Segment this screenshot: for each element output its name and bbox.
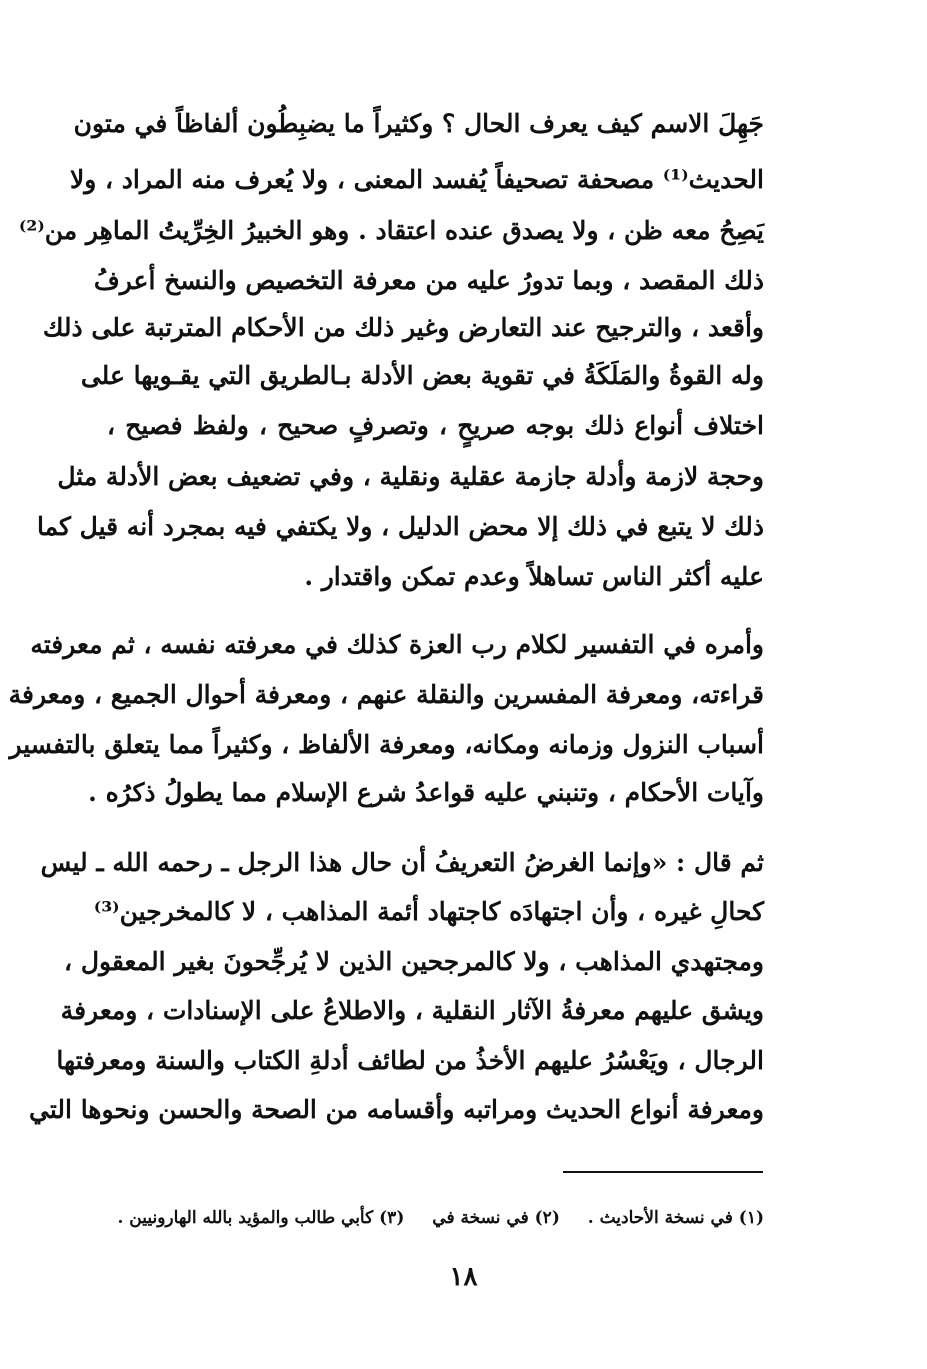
text-line: الرجال ، ويَعْسُرُ عليهم الأخذُ من لطائف أدلةِ الكتاب والسنة ومعرفتها [56, 1046, 764, 1075]
footnotes [107, 1203, 764, 1233]
text-line: وأقعد ، والترجيح عند التعارض وغير ذلك من الأحكام المترتبة على ذلك [42, 313, 764, 342]
text-line: اختلاف أنواع ذلك بوجه صريحٍ ، وتصرفٍ صحيح ، ولفظ فصيح ، [107, 411, 764, 440]
text-line: أسباب النزول وزمانه ومكانه، ومعرفة الألفاظ ، وكثيراً مما يتعلق بالتفسير [9, 730, 764, 759]
text-line: كحالِ غيره ، وأن اجتهادَه كاجتهاد أئمة المذاهب ، لا كالمخرجين⁽³⁾ [93, 897, 764, 926]
text-line: وأمره في التفسير لكلام رب العزة كذلك في معرفته نفسه ، ثم معرفته [30, 630, 764, 659]
footnote-separator [563, 1171, 763, 1173]
footnote-2: (٢) في نسخة في [432, 1208, 560, 1228]
text-line: وآيات الأحكام ، وتنبني عليه قواعدُ شرع الإسلام مما يطولُ ذكرُه . [88, 778, 764, 807]
text-line: وله القوةُ والمَلَكَةُ في تقوية بعض الأدلة بـالطريق التي يقـويها على [80, 361, 764, 390]
text-line: ومجتهدي المذاهب ، ولا كالمرجحين الذين لا يُرجِّحونَ بغير المعقول ، [64, 947, 764, 976]
text-line: ثم قال : «وإنما الغرضُ التعريفُ أن حال هذا الرجل ـ رحمه الله ـ ليس [40, 848, 764, 877]
text-line: ذلك لا يتبع في ذلك إلا محض الدليل ، ولا يكتفي فيه بمجرد أنه قيل كما [36, 512, 764, 541]
text-line: ويشق عليهم معرفةُ الآثار النقلية ، والاطلاعُ على الإسنادات ، ومعرفة [60, 996, 764, 1025]
text-line: يَصِحُ معه ظن ، ولا يصدق عنده اعتقاد . وهو الخبيرُ الخِرِّيتُ الماهِر من⁽²⁾ [18, 216, 764, 245]
page-number: ١٨ [449, 1262, 478, 1292]
text-line: جَهِلَ الاسم كيف يعرف الحال ؟ وكثيراً ما يضبِطُون ألفاظاً في متون [73, 109, 764, 138]
text-line: عليه أكثر الناس تساهلاً وعدم تمكن واقتدار . [304, 562, 764, 591]
text-line: وحجة لازمة وأدلة جازمة عقلية ونقلية ، وفي تضعيف بعض الأدلة مثل [57, 462, 764, 491]
footnote-3: (٣) كأبي طالب والمؤيد بالله الهارونيين . [117, 1208, 405, 1228]
footnote-1: (١) في نسخة الأحاديث . [587, 1208, 764, 1228]
text-line: الحديث⁽¹⁾ مصحفة تصحيفاً يُفسد المعنى ، ولا يُعرف منه المراد ، ولا [69, 165, 764, 194]
text-line: ذلك المقصد ، وبما تدورُ عليه من معرفة التخصيص والنسخ أعرفُ [93, 266, 764, 295]
text-line: ومعرفة أنواع الحديث ومراتبه وأقسامه من الصحة والحسن ونحوها التي [29, 1095, 764, 1124]
text-line: قراءته، ومعرفة المفسرين والنقلة عنهم ، ومعرفة أحوال الجميع ، ومعرفة [8, 680, 764, 709]
